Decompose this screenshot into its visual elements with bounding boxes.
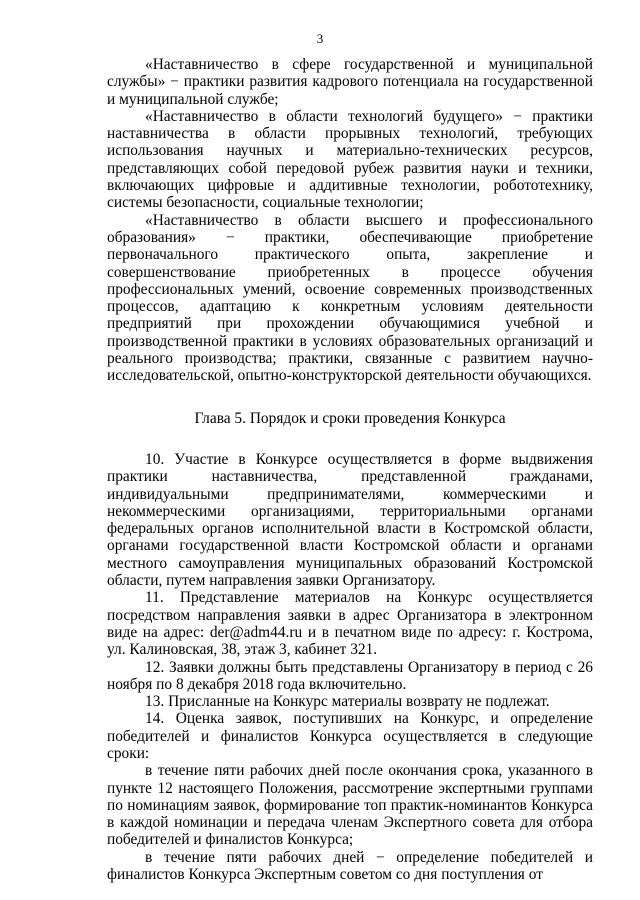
paragraph-public-service: «Наставничество в сфере государственной и муниципальной службы» − практики развития кадрового потенциала на государственной и муниципальной службе; (107, 56, 593, 108)
paragraph-higher-education: «Наставничество в области высшего и профессионального образования» − практики, обеспечивающие приобретение первоначального практического опыта, закрепление и совершенствование приобретенных в процессе обучения профессиональных умений, освоение современных производственных процессов, адаптацию к конкретным условиям деятельности предприятий при прохождении обучающимися учебной и производственной практики в условиях образовательных организаций и реального производства; практики, связанные с развитием научно-исследовательской, опытно-конструкторской деятельности обучающихся. (107, 211, 593, 385)
paragraph-item-12: 12. Заявки должны быть представлены Организатору в период с 26 ноября по 8 декабря 2018 года включительно. (107, 658, 593, 693)
page-number: 3 (316, 31, 324, 46)
paragraph-item-14: 14. Оценка заявок, поступивших на Конкурс, и определение победителей и финалистов Конкурса осуществляется в следующие сроки: (107, 710, 593, 762)
paragraph-item-14-step-2: в течение пяти рабочих дней − определение победителей и финалистов Конкурса Экспертным советом со дня поступления от (107, 848, 593, 884)
paragraph-item-14-step-1: в течение пяти рабочих дней после окончания срока, указанного в пункте 12 настоящего Положения, рассмотрение экспертными группами по номинациям заявок, формирование топ практик-номинантов Конкурса в каждой номинации и передача членам Экспертного совета для отбора победителей и финалистов Конкурса; (107, 762, 593, 849)
paragraph-item-13: 13. Присланные на Конкурс материалы возврату не подлежат. (145, 693, 550, 711)
paragraph-future-technologies: «Наставничество в области технологий будущего» − практики наставничества в области прорывных технологий, требующих использования научных и материально-технических ресурсов, представляющих собой передовой рубеж развития науки и техники, включающих цифровые и аддитивные технологии, робототехнику, системы безопасности, социальные технологии; (107, 107, 593, 212)
paragraph-item-10: 10. Участие в Конкурсе осуществляется в форме выдвижения практики наставничества, представленной гражданами, индивидуальными предпринимателями, коммерческими и некоммерческими организациями, территориальными органами федеральных органов исполнительной власти в Костромской области, органами государственной власти Костромской области и органами местного самоуправления муниципальных образований Костромской области, путем направления заявки Организатору. (107, 450, 593, 590)
chapter-heading: Глава 5. Порядок и сроки проведения Конкурса (194, 409, 506, 427)
document-body (107, 56, 593, 883)
paragraph-item-11: 11. Представление материалов на Конкурс осуществляется посредством направления заявки в адрес Организатора в электронном виде на адрес: der@adm44.ru и в печатном виде по адресу: г. Кострома, ул. Калиновская, 38, этаж 3, кабинет 321. (107, 589, 593, 659)
